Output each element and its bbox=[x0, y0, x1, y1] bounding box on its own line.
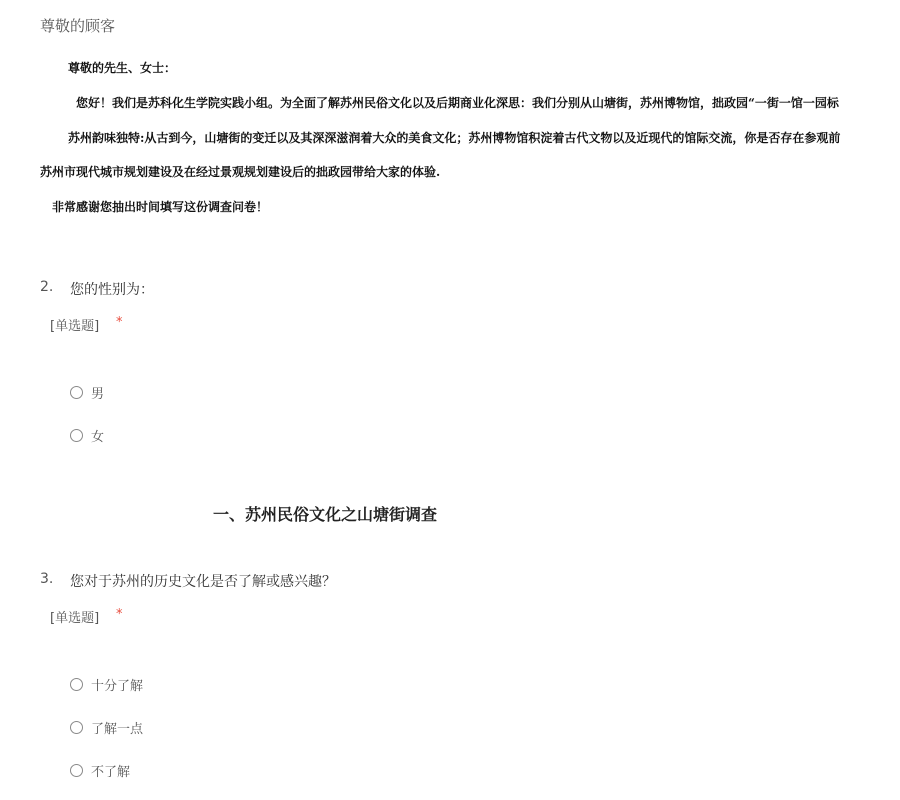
intro-thanks: 非常感谢您抽出时间填写这份调查问卷！ bbox=[52, 200, 269, 214]
option-label: 女 bbox=[91, 429, 105, 445]
required-marker: * bbox=[116, 315, 123, 330]
page-title: 尊敬的顾客 bbox=[40, 17, 116, 35]
question-type: [单选题] bbox=[50, 319, 100, 334]
radio-button[interactable] bbox=[70, 721, 83, 734]
option-somewhat-familiar[interactable] bbox=[70, 718, 143, 736]
option-label: 不了解 bbox=[91, 764, 131, 780]
intro-greeting: 尊敬的先生、女士： bbox=[68, 61, 177, 75]
radio-button[interactable] bbox=[70, 678, 83, 691]
option-male[interactable] bbox=[70, 383, 104, 401]
question-title: 您的性别为： bbox=[70, 282, 154, 298]
section-title: 一、苏州民俗文化之山塘街调查 bbox=[213, 505, 438, 524]
intro-paragraph-2: 苏州韵味独特:从古到今，山塘街的变迁以及其深深滋润着大众的美食文化；苏州博物馆积淀着古代文物以及近现代的馆际交流，你是否存在参观前 bbox=[68, 131, 841, 145]
option-label: 男 bbox=[91, 386, 105, 402]
option-label: 十分了解 bbox=[91, 678, 144, 694]
option-not-familiar[interactable] bbox=[70, 761, 130, 779]
option-female[interactable] bbox=[70, 426, 104, 444]
question-number: 2. bbox=[40, 279, 54, 295]
option-label: 了解一点 bbox=[91, 721, 144, 737]
required-marker: * bbox=[116, 607, 123, 622]
question-title: 您对于苏州的历史文化是否了解或感兴趣？ bbox=[70, 574, 336, 590]
intro-paragraph-3: 苏州市现代城市规划建设及在经过景观规划建设后的拙政园带给大家的体验. bbox=[40, 165, 441, 179]
option-very-familiar[interactable] bbox=[70, 675, 143, 693]
question-type: [单选题] bbox=[50, 611, 100, 626]
radio-button[interactable] bbox=[70, 764, 83, 777]
question-number: 3. bbox=[40, 571, 54, 587]
intro-paragraph-1: 您好！我们是苏科化生学院实践小组。为全面了解苏州民俗文化以及后期商业化深思：我们分别从山塘街，苏州博物馆，拙政园“一街一馆一园标 bbox=[76, 96, 839, 110]
radio-button[interactable] bbox=[70, 386, 83, 399]
radio-button[interactable] bbox=[70, 429, 83, 442]
